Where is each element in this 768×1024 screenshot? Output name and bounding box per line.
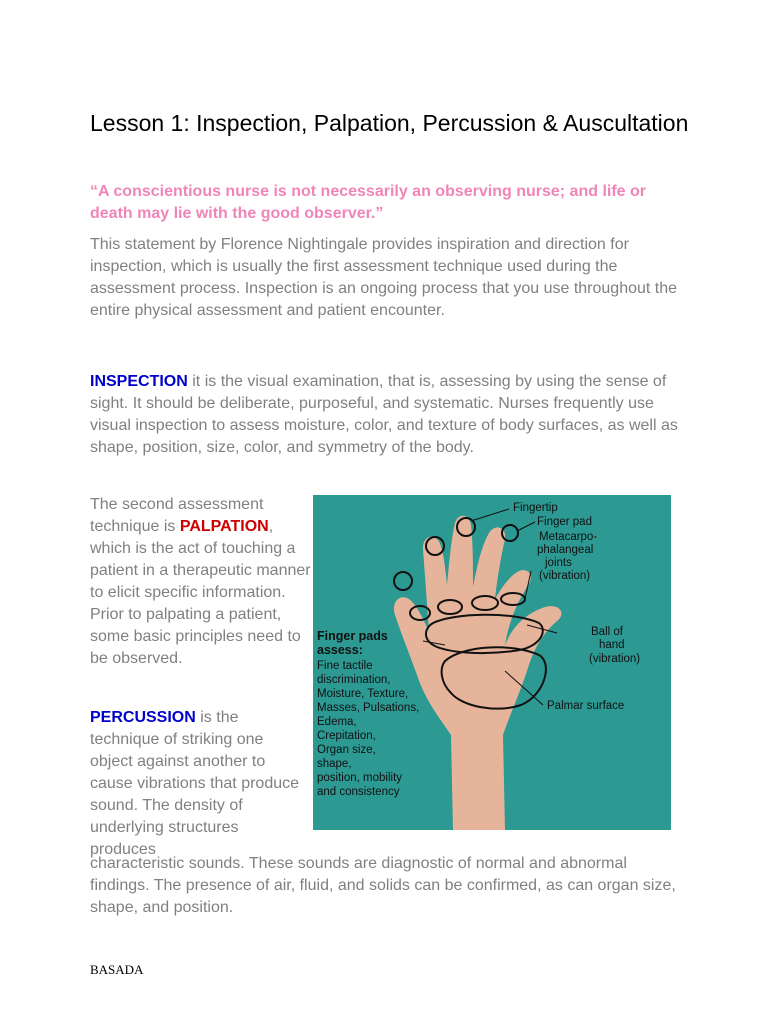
label-assess-1: Finger pads [317,629,388,643]
label-metacarpo-4: (vibration) [539,570,591,582]
percussion-paragraph [90,707,300,861]
palpation-term: PALPATION [179,518,269,535]
palpation-before: The second assessment technique is [90,496,264,535]
footer-author: BASADA [90,962,144,977]
lesson-title: Lesson 1: Inspection, Palpation, Percussion & Auscultation [90,110,689,136]
assess-item: Masses, Pulsations, [317,702,420,714]
palpation-paragraph [90,494,312,670]
assess-item: Edema, [317,716,357,728]
label-ball-2: hand [599,639,625,651]
label-fingertip: Fingertip [513,502,558,514]
assess-item: and consistency [317,786,400,798]
hand-palpation-figure [313,495,671,830]
label-palmar: Palmar surface [547,700,625,712]
inspection-text: it is the visual examination, that is, assessing by using the sense of sight. It should be deliberate, purposeful, and systematic. Nurses frequently use visual inspection to assess moisture, color, and texture of body surfaces, as well as shape, position, size, color, and symmetry of the body. [90,373,678,456]
assess-item: Fine tactile [317,660,373,672]
nightingale-quote: “A conscientious nurse is not necessarily an observing nurse; and life or death may lie with the good observer.” [90,183,646,222]
inspection-term: INSPECTION [90,373,188,390]
assess-item: position, mobility [317,772,403,784]
assess-item: Moisture, Texture, [317,688,409,700]
label-metacarpo-3: joints [545,557,572,569]
label-assess-2: assess: [317,643,363,657]
label-metacarpo-1: Metacarpo- [539,531,598,543]
assess-item: Crepitation, [317,730,376,742]
assess-item: discrimination, [317,674,391,686]
label-metacarpo-2: phalangeal [537,544,594,556]
percussion-text: is the technique of striking one object against another to cause vibrations that produce sound. The density of underlying structures produces [90,709,300,858]
inspection-paragraph [90,371,690,459]
hand-illustration [313,495,671,830]
label-finger-pad: Finger pad [537,516,592,528]
percussion-term: PERCUSSION [90,709,196,726]
label-ball-3: (vibration) [589,653,641,665]
assess-item: Organ size, [317,744,376,756]
intro-paragraph: This statement by Florence Nightingale provides inspiration and direction for inspection, which is usually the first assessment technique used during the assessment process. Inspection is an ongoing process that you use throughout the entire physical assessment and patient encounter. [90,236,678,319]
assess-item: shape, [317,758,352,770]
palpation-after: , which is the act of touching a patient in a therapeutic manner to elicit specific information. Prior to palpating a patient, some basic principles need to be observed. [90,518,311,667]
label-ball-1: Ball of [591,626,623,638]
percussion-continuation: characteristic sounds. These sounds are diagnostic of normal and abnormal findings. The presence of air, fluid, and solids can be confirmed, as can organ size, shape, and position. [90,855,676,916]
